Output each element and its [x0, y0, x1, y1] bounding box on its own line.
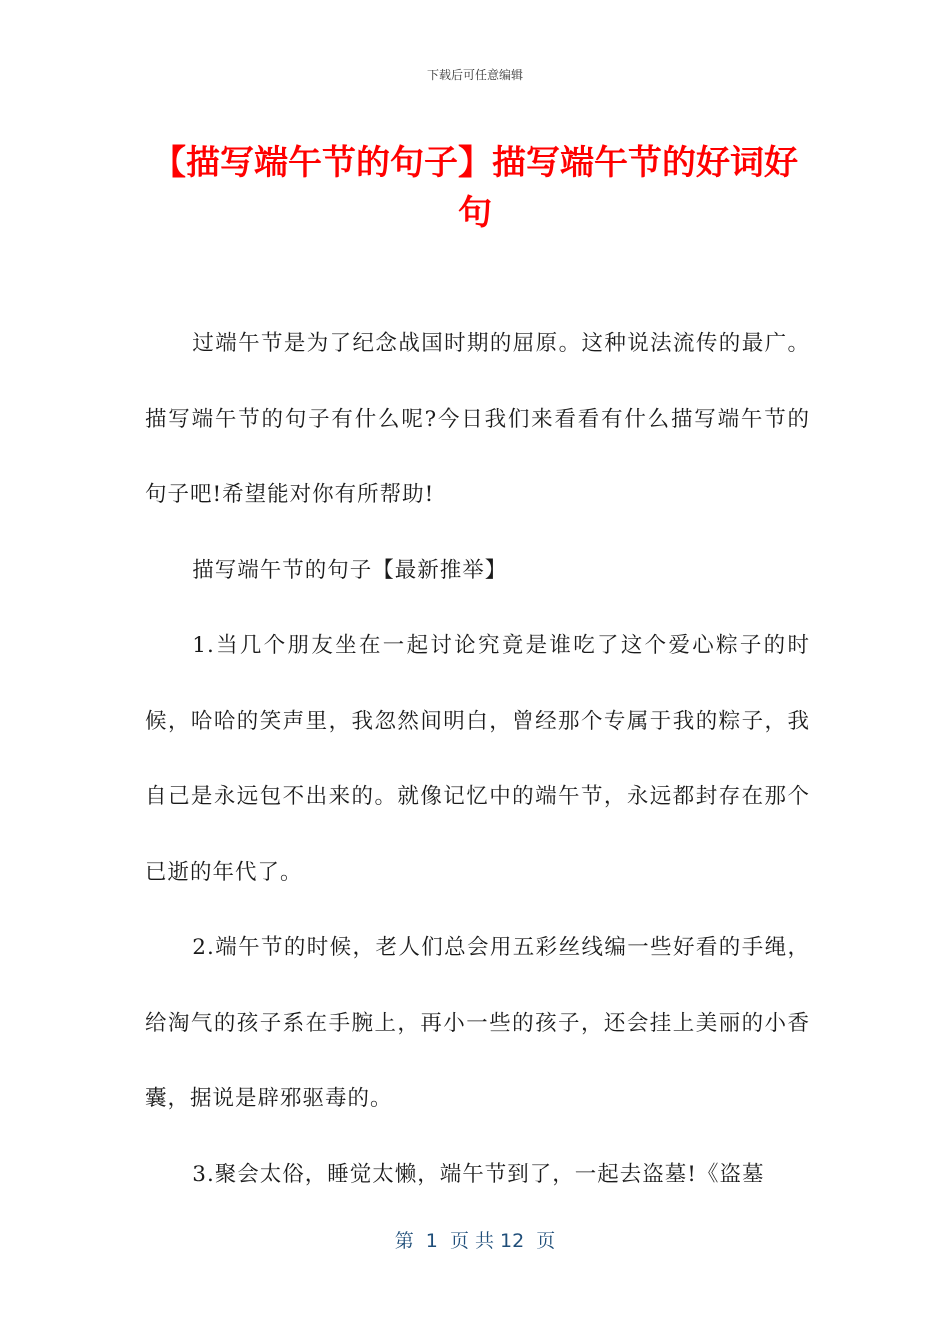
paragraph-intro: 过端午节是为了纪念战国时期的屈原。这种说法流传的最广。描写端午节的句子有什么呢?今日我们来看看有什么描写端午节的句子吧!希望能对你有所帮助! — [145, 331, 810, 507]
page-footer: 第 1 页 共 12 页 — [394, 1230, 556, 1252]
paragraph-item-2: 2.端午节的时候，老人们总会用五彩丝线编一些好看的手绳，给淘气的孩子系在手腕上，再小一些的孩子，还会挂上美丽的小香囊，据说是辟邪驱毒的。 — [145, 935, 810, 1111]
paragraph-section-heading: 描写端午节的句子【最新推举】 — [192, 557, 508, 583]
header-note: 下载后可任意编辑 — [426, 68, 523, 82]
document-title: 【描写端午节的句子】描写端午节的好词好句 — [152, 143, 798, 233]
paragraph-item-3: 3.聚会太俗，睡觉太懒，端午节到了，一起去盗墓!《盗墓 — [192, 1161, 765, 1187]
paragraph-item-1: 1.当几个朋友坐在一起讨论究竟是谁吃了这个爱心粽子的时候，哈哈的笑声里，我忽然间明白，曾经那个专属于我的粽子，我自己是永远包不出来的。就像记忆中的端午节，永远都封存在那个已逝的年代了。 — [145, 633, 810, 885]
document-body — [145, 306, 810, 1212]
